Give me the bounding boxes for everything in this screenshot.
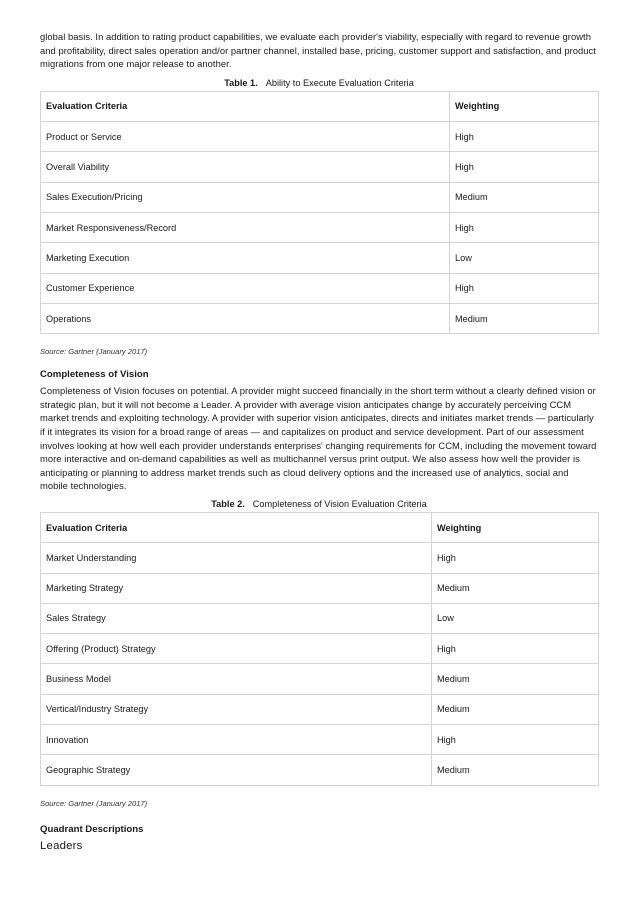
table1-header-criteria: Evaluation Criteria xyxy=(41,91,450,121)
table-row xyxy=(41,152,599,182)
table-row xyxy=(41,543,599,573)
criteria-cell: Overall Viability xyxy=(41,152,450,182)
vision-heading: Completeness of Vision xyxy=(40,369,149,381)
weighting-cell: Medium xyxy=(432,664,599,694)
criteria-cell: Marketing Strategy xyxy=(41,573,432,603)
table1-header-row xyxy=(41,91,599,121)
table-row xyxy=(41,303,599,333)
vision-paragraph: Completeness of Vision focuses on potential. A provider might succeed financially in the short term without a clearly defined vision or strategic plan, but it will not become a Leader. A provider with average vision anticipates change by accurately perceiving CCM market trends and exploiting technology. A provider with superior vision anticipates, directs and initiates market trends — particularly if it integrates its vision for a broad range of areas — and capitalizes on product and service development. Part of our assessment involves looking at how well each provider understands enterprises' changing requirements for CCM, including the movement toward more interactive and on-demand capabilities as well as multichannel versus print output. We also assess how well the provider is anticipating or planning to address market trends such as cloud delivery options and the increased use of analytics, social and mobile technologies. xyxy=(40,385,597,492)
weighting-cell: High xyxy=(450,122,599,152)
table-row xyxy=(41,694,599,724)
table-row xyxy=(41,273,599,303)
table2-header-criteria: Evaluation Criteria xyxy=(41,512,432,542)
criteria-cell: Product or Service xyxy=(41,122,450,152)
table-row xyxy=(41,122,599,152)
criteria-cell: Market Understanding xyxy=(41,543,432,573)
criteria-cell: Business Model xyxy=(41,664,432,694)
weighting-cell: High xyxy=(432,543,599,573)
intro-paragraph: global basis. In addition to rating product capabilities, we evaluate each provider's viability, especially with regard to revenue growth and profitability, direct sales operation and/or partner channel, installed base, pricing, customer support and satisfaction, and product migrations from one major release to another. xyxy=(40,31,596,70)
weighting-cell: Medium xyxy=(450,182,599,212)
table1-caption xyxy=(40,77,598,91)
table-row xyxy=(41,212,599,242)
table2-header-row xyxy=(41,512,599,542)
criteria-cell: Innovation xyxy=(41,724,432,754)
weighting-cell: High xyxy=(432,634,599,664)
weighting-cell: Medium xyxy=(432,755,599,785)
table-row xyxy=(41,182,599,212)
criteria-cell: Customer Experience xyxy=(41,273,450,303)
table1-number: Table 1. xyxy=(224,77,258,88)
document-page xyxy=(40,30,598,853)
criteria-cell: Geographic Strategy xyxy=(41,755,432,785)
table-row xyxy=(41,603,599,633)
table-row xyxy=(41,243,599,273)
criteria-cell: Marketing Execution xyxy=(41,243,450,273)
table-row xyxy=(41,724,599,754)
criteria-cell: Offering (Product) Strategy xyxy=(41,634,432,664)
table-completeness-of-vision xyxy=(40,512,599,786)
weighting-cell: Medium xyxy=(432,694,599,724)
table-row xyxy=(41,664,599,694)
table1-source: Source: Gartner (January 2017) xyxy=(40,347,148,357)
weighting-cell: Medium xyxy=(450,303,599,333)
weighting-cell: High xyxy=(450,212,599,242)
table-ability-to-execute xyxy=(40,91,599,334)
table1-title: Ability to Execute Evaluation Criteria xyxy=(265,77,414,88)
table2-source: Source: Gartner (January 2017) xyxy=(40,798,148,808)
quadrant-descriptions-heading: Quadrant Descriptions xyxy=(40,823,144,835)
criteria-cell: Sales Execution/Pricing xyxy=(41,182,450,212)
table2-title: Completeness of Vision Evaluation Criteria xyxy=(252,498,427,509)
weighting-cell: High xyxy=(450,152,599,182)
table-row xyxy=(41,755,599,785)
weighting-cell: High xyxy=(450,273,599,303)
table1-header-weighting: Weighting xyxy=(450,91,599,121)
weighting-cell: High xyxy=(432,724,599,754)
criteria-cell: Vertical/Industry Strategy xyxy=(41,694,432,724)
criteria-cell: Sales Strategy xyxy=(41,603,432,633)
table-row xyxy=(41,573,599,603)
table2-caption xyxy=(40,498,598,512)
table2-number: Table 2. xyxy=(211,498,245,509)
weighting-cell: Low xyxy=(432,603,599,633)
table-row xyxy=(41,634,599,664)
weighting-cell: Medium xyxy=(432,573,599,603)
criteria-cell: Market Responsiveness/Record xyxy=(41,212,450,242)
leaders-heading: Leaders xyxy=(40,839,83,852)
weighting-cell: Low xyxy=(450,243,599,273)
table2-header-weighting: Weighting xyxy=(432,512,599,542)
criteria-cell: Operations xyxy=(41,303,450,333)
